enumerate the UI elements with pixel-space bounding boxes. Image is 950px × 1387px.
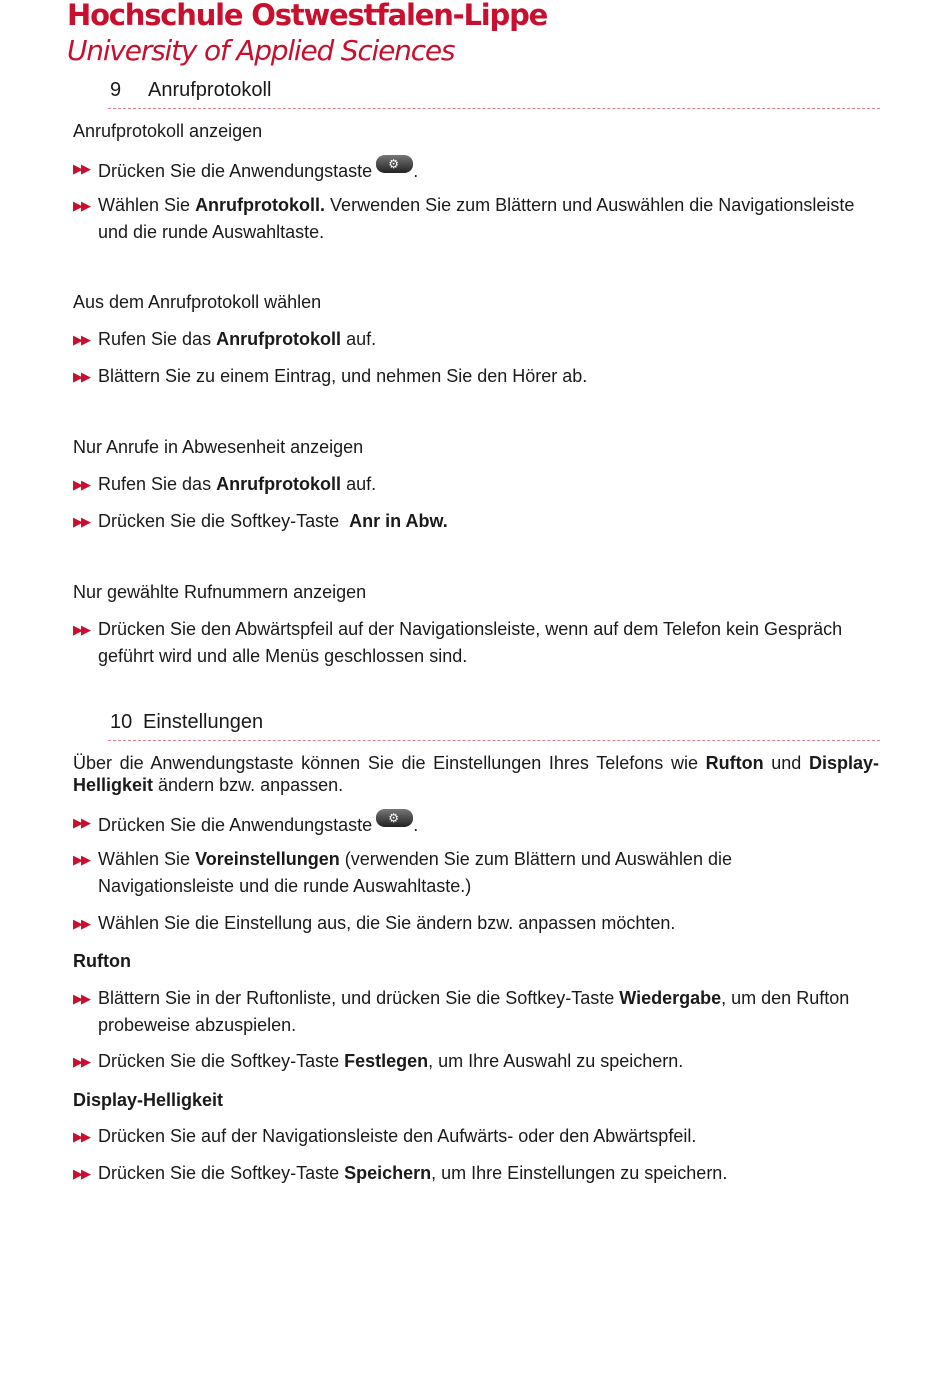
section-10-heading	[110, 711, 263, 734]
subheading-anrufprotokoll-anzeigen: Anrufprotokoll anzeigen	[73, 121, 263, 141]
section-number: 9	[110, 79, 122, 101]
double-chevron-right-icon: ▶▶	[73, 852, 89, 867]
subheading-rufton: Rufton	[73, 951, 131, 971]
double-chevron-right-icon: ▶▶	[73, 916, 89, 931]
list-item: ▶▶ Blättern Sie in der Ruftonliste, und drücken Sie die Softkey-Taste Wiedergabe, um den Rufton probeweise abzuspielen.	[73, 985, 873, 1039]
list-item: ▶▶ Wählen Sie Voreinstellungen (verwenden Sie zum Blättern und Auswählen die Navigationsleiste und die runde Auswahltaste.)	[73, 846, 873, 900]
subheading-aus-dem-anrufprotokoll: Aus dem Anrufprotokoll wählen	[73, 292, 322, 312]
section-number: 10	[110, 711, 133, 733]
list-item: ▶▶ Rufen Sie das Anrufprotokoll auf.	[73, 471, 873, 498]
application-key-icon: ⚙	[376, 155, 413, 173]
section-divider	[108, 108, 880, 109]
list-item: ▶▶ Drücken Sie die Anwendungstaste ⚙ .	[73, 157, 419, 181]
double-chevron-right-icon: ▶▶	[73, 815, 89, 830]
subheading-display-helligkeit: Display-Helligkeit	[73, 1090, 224, 1110]
section-title: Anrufprotokoll	[148, 79, 272, 101]
double-chevron-right-icon: ▶▶	[73, 1129, 89, 1144]
double-chevron-right-icon: ▶▶	[73, 622, 89, 637]
logo-subtitle: University of Applied Sciences	[67, 34, 455, 67]
list-item: ▶▶ Drücken Sie die Softkey-Taste Anr in Abw.	[73, 508, 873, 535]
double-chevron-right-icon: ▶▶	[73, 1054, 89, 1069]
double-chevron-right-icon: ▶▶	[73, 1166, 89, 1181]
application-key-icon: ⚙	[376, 809, 413, 827]
double-chevron-right-icon: ▶▶	[73, 369, 89, 384]
list-item: ▶▶ Wählen Sie die Einstellung aus, die Sie ändern bzw. anpassen möchten.	[73, 910, 873, 937]
list-item: ▶▶ Drücken Sie die Softkey-Taste Festlegen, um Ihre Auswahl zu speichern.	[73, 1048, 873, 1075]
double-chevron-right-icon: ▶▶	[73, 332, 89, 347]
list-item: ▶▶ Wählen Sie Anrufprotokoll. Verwenden Sie zum Blättern und Auswählen die Navigationsleiste und die runde Auswahltaste.	[73, 192, 873, 246]
list-item: ▶▶ Rufen Sie das Anrufprotokoll auf.	[73, 326, 873, 353]
list-item: ▶▶ Drücken Sie die Anwendungstaste ⚙ .	[73, 811, 419, 835]
intro-paragraph: Über die Anwendungstaste können Sie die Einstellungen Ihres Telefons wie Rufton und Display-Helligkeit ändern bzw. anpassen.	[73, 753, 879, 795]
double-chevron-right-icon: ▶▶	[73, 991, 89, 1006]
section-9-heading	[110, 79, 271, 102]
list-item: ▶▶ Drücken Sie auf der Navigationsleiste den Aufwärts- oder den Abwärtspfeil.	[73, 1123, 873, 1150]
list-item: ▶▶ Blättern Sie zu einem Eintrag, und nehmen Sie den Hörer ab.	[73, 363, 873, 390]
double-chevron-right-icon: ▶▶	[73, 514, 89, 529]
subheading-anrufe-in-abwesenheit: Nur Anrufe in Abwesenheit anzeigen	[73, 437, 364, 457]
double-chevron-right-icon: ▶▶	[73, 477, 89, 492]
subheading-gewaehlte-rufnummern: Nur gewählte Rufnummern anzeigen	[73, 582, 367, 602]
section-divider	[108, 740, 880, 741]
logo-title: Hochschule Ostwestfalen-Lippe	[67, 0, 548, 32]
double-chevron-right-icon: ▶▶	[73, 161, 89, 176]
double-chevron-right-icon: ▶▶	[73, 198, 89, 213]
list-item: ▶▶ Drücken Sie den Abwärtspfeil auf der Navigationsleiste, wenn auf dem Telefon kein Gespräch geführt wird und alle Menüs geschlossen sind.	[73, 616, 873, 670]
section-title: Einstellungen	[143, 711, 264, 733]
list-item: ▶▶ Drücken Sie die Softkey-Taste Speichern, um Ihre Einstellungen zu speichern.	[73, 1160, 873, 1187]
